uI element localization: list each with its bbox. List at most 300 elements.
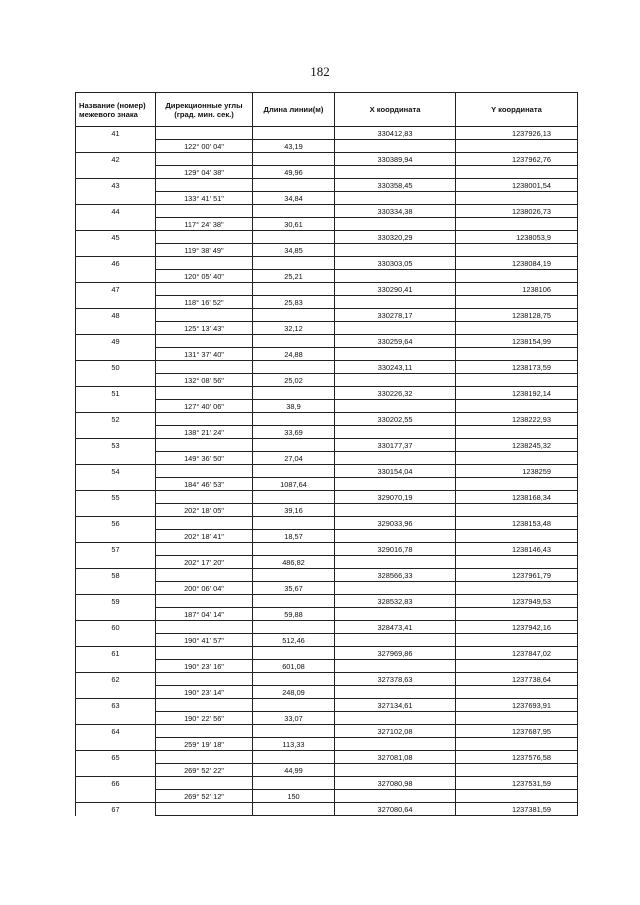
direction-angle: 132° 08' 56"	[156, 374, 253, 387]
boundary-mark-name: 42	[76, 153, 156, 166]
empty-cell	[456, 452, 578, 465]
empty-cell	[456, 504, 578, 517]
empty-cell	[156, 725, 253, 738]
x-coordinate: 330334,38	[335, 205, 456, 218]
line-length: 25,02	[253, 374, 335, 387]
empty-cell	[335, 582, 456, 595]
table-row-point	[76, 595, 578, 608]
empty-cell	[456, 244, 578, 257]
y-coordinate: 1238154,99	[456, 335, 578, 348]
x-coordinate: 330358,45	[335, 179, 456, 192]
empty-cell	[456, 790, 578, 803]
table-row-segment	[76, 608, 578, 621]
empty-cell	[76, 556, 156, 569]
empty-cell	[156, 543, 253, 556]
empty-cell	[335, 764, 456, 777]
line-length: 33,69	[253, 426, 335, 439]
x-coordinate: 329016,78	[335, 543, 456, 556]
y-coordinate: 1237942,16	[456, 621, 578, 634]
y-coordinate: 1238084,19	[456, 257, 578, 270]
y-coordinate: 1238173,59	[456, 361, 578, 374]
y-coordinate: 1238192,14	[456, 387, 578, 400]
boundary-mark-name: 54	[76, 465, 156, 478]
table-row-point	[76, 283, 578, 296]
line-length: 150	[253, 790, 335, 803]
table-row-segment	[76, 738, 578, 751]
x-coordinate: 328473,41	[335, 621, 456, 634]
x-coordinate: 330389,94	[335, 153, 456, 166]
table-row-point	[76, 231, 578, 244]
x-coordinate: 330154,04	[335, 465, 456, 478]
x-coordinate: 327081,08	[335, 751, 456, 764]
empty-cell	[156, 283, 253, 296]
empty-cell	[253, 465, 335, 478]
boundary-mark-name: 45	[76, 231, 156, 244]
direction-angle: 127° 40' 06"	[156, 400, 253, 413]
empty-cell	[456, 764, 578, 777]
empty-cell	[76, 764, 156, 777]
empty-cell	[335, 738, 456, 751]
boundary-coordinates-table	[75, 92, 578, 816]
direction-angle: 120° 05' 40"	[156, 270, 253, 283]
empty-cell	[76, 426, 156, 439]
line-length: 486,82	[253, 556, 335, 569]
empty-cell	[253, 595, 335, 608]
empty-cell	[253, 309, 335, 322]
empty-cell	[156, 569, 253, 582]
line-length: 25,21	[253, 270, 335, 283]
empty-cell	[76, 192, 156, 205]
empty-cell	[76, 166, 156, 179]
table-row-point	[76, 803, 578, 816]
empty-cell	[335, 660, 456, 673]
empty-cell	[253, 153, 335, 166]
empty-cell	[156, 335, 253, 348]
boundary-mark-name: 43	[76, 179, 156, 192]
boundary-mark-name: 52	[76, 413, 156, 426]
empty-cell	[156, 803, 253, 816]
table-row-segment	[76, 556, 578, 569]
table-row-point	[76, 335, 578, 348]
x-coordinate: 327080,98	[335, 777, 456, 790]
direction-angle: 269° 52' 12"	[156, 790, 253, 803]
empty-cell	[76, 400, 156, 413]
table-row-point	[76, 309, 578, 322]
y-coordinate: 1238222,93	[456, 413, 578, 426]
empty-cell	[456, 140, 578, 153]
boundary-mark-name: 64	[76, 725, 156, 738]
header-direction-angles: Дирекционные углы (град. мин. сек.)	[156, 93, 253, 127]
y-coordinate: 1237381,59	[456, 803, 578, 816]
y-coordinate: 1237961,79	[456, 569, 578, 582]
boundary-mark-name: 58	[76, 569, 156, 582]
table-row-point	[76, 647, 578, 660]
empty-cell	[456, 322, 578, 335]
empty-cell	[456, 608, 578, 621]
empty-cell	[156, 517, 253, 530]
direction-angle: 200° 06' 04"	[156, 582, 253, 595]
empty-cell	[76, 374, 156, 387]
x-coordinate: 327134,61	[335, 699, 456, 712]
table-row-segment	[76, 790, 578, 803]
direction-angle: 131° 37' 40"	[156, 348, 253, 361]
direction-angle: 122° 00' 04"	[156, 140, 253, 153]
empty-cell	[253, 673, 335, 686]
boundary-mark-name: 51	[76, 387, 156, 400]
table-row-segment	[76, 218, 578, 231]
empty-cell	[456, 530, 578, 543]
empty-cell	[335, 556, 456, 569]
empty-cell	[76, 504, 156, 517]
table-row-point	[76, 621, 578, 634]
empty-cell	[335, 192, 456, 205]
y-coordinate: 1238245,32	[456, 439, 578, 452]
empty-cell	[335, 244, 456, 257]
line-length: 59,88	[253, 608, 335, 621]
empty-cell	[456, 218, 578, 231]
x-coordinate: 330278,17	[335, 309, 456, 322]
table-row-segment	[76, 478, 578, 491]
line-length: 35,67	[253, 582, 335, 595]
empty-cell	[253, 569, 335, 582]
empty-cell	[456, 712, 578, 725]
empty-cell	[156, 595, 253, 608]
boundary-mark-name: 49	[76, 335, 156, 348]
table-row-segment	[76, 270, 578, 283]
empty-cell	[456, 634, 578, 647]
empty-cell	[76, 790, 156, 803]
table-row-segment	[76, 296, 578, 309]
empty-cell	[156, 205, 253, 218]
direction-angle: 117° 24' 38"	[156, 218, 253, 231]
line-length: 34,85	[253, 244, 335, 257]
empty-cell	[456, 296, 578, 309]
direction-angle: 190° 23' 14"	[156, 686, 253, 699]
line-length: 32,12	[253, 322, 335, 335]
direction-angle: 125° 13' 43"	[156, 322, 253, 335]
line-length: 38,9	[253, 400, 335, 413]
table-row-segment	[76, 686, 578, 699]
x-coordinate: 327969,86	[335, 647, 456, 660]
empty-cell	[335, 478, 456, 491]
table-row-point	[76, 127, 578, 140]
empty-cell	[335, 296, 456, 309]
empty-cell	[76, 530, 156, 543]
x-coordinate: 330243,11	[335, 361, 456, 374]
boundary-mark-name: 67	[76, 803, 156, 816]
boundary-mark-name: 46	[76, 257, 156, 270]
empty-cell	[456, 686, 578, 699]
table-row-point	[76, 751, 578, 764]
table-row-point	[76, 153, 578, 166]
table-row-segment	[76, 582, 578, 595]
line-length: 33,07	[253, 712, 335, 725]
empty-cell	[335, 348, 456, 361]
empty-cell	[335, 634, 456, 647]
table-row-point	[76, 777, 578, 790]
boundary-mark-name: 41	[76, 127, 156, 140]
line-length: 39,16	[253, 504, 335, 517]
empty-cell	[156, 439, 253, 452]
line-length: 44,99	[253, 764, 335, 777]
line-length: 601,08	[253, 660, 335, 673]
empty-cell	[253, 777, 335, 790]
empty-cell	[253, 751, 335, 764]
boundary-mark-name: 44	[76, 205, 156, 218]
x-coordinate: 330226,32	[335, 387, 456, 400]
direction-angle: 269° 52' 22"	[156, 764, 253, 777]
x-coordinate: 330259,64	[335, 335, 456, 348]
empty-cell	[76, 608, 156, 621]
empty-cell	[253, 179, 335, 192]
empty-cell	[335, 270, 456, 283]
empty-cell	[253, 439, 335, 452]
empty-cell	[76, 140, 156, 153]
y-coordinate: 1237738,64	[456, 673, 578, 686]
empty-cell	[156, 699, 253, 712]
table-row-segment	[76, 660, 578, 673]
empty-cell	[335, 426, 456, 439]
empty-cell	[156, 361, 253, 374]
empty-cell	[156, 127, 253, 140]
boundary-mark-name: 60	[76, 621, 156, 634]
line-length: 25,83	[253, 296, 335, 309]
table-row-point	[76, 517, 578, 530]
direction-angle: 259° 19' 18"	[156, 738, 253, 751]
line-length: 43,19	[253, 140, 335, 153]
table-row-point	[76, 257, 578, 270]
table-row-segment	[76, 504, 578, 517]
table-row-segment	[76, 764, 578, 777]
table-row-segment	[76, 166, 578, 179]
direction-angle: 184° 46' 53"	[156, 478, 253, 491]
x-coordinate: 328532,83	[335, 595, 456, 608]
y-coordinate: 1237949,53	[456, 595, 578, 608]
header-boundary-mark-name: Название (номер) межевого знака	[76, 93, 156, 127]
table-body	[76, 127, 578, 816]
table-row-segment	[76, 530, 578, 543]
empty-cell	[156, 413, 253, 426]
empty-cell	[456, 374, 578, 387]
empty-cell	[335, 452, 456, 465]
y-coordinate: 1237531,59	[456, 777, 578, 790]
table-row-point	[76, 673, 578, 686]
table-row-segment	[76, 634, 578, 647]
empty-cell	[156, 179, 253, 192]
boundary-mark-name: 55	[76, 491, 156, 504]
empty-cell	[156, 309, 253, 322]
y-coordinate: 1238259	[456, 465, 578, 478]
y-coordinate: 1237576,58	[456, 751, 578, 764]
table-row-segment	[76, 400, 578, 413]
empty-cell	[253, 803, 335, 816]
y-coordinate: 1238128,75	[456, 309, 578, 322]
empty-cell	[253, 361, 335, 374]
line-length: 24,88	[253, 348, 335, 361]
line-length: 49,96	[253, 166, 335, 179]
empty-cell	[76, 686, 156, 699]
empty-cell	[76, 296, 156, 309]
empty-cell	[76, 218, 156, 231]
empty-cell	[76, 322, 156, 335]
empty-cell	[76, 244, 156, 257]
empty-cell	[253, 725, 335, 738]
empty-cell	[76, 582, 156, 595]
direction-angle: 149° 36' 50"	[156, 452, 253, 465]
line-length: 1087,64	[253, 478, 335, 491]
boundary-mark-name: 56	[76, 517, 156, 530]
boundary-mark-name: 63	[76, 699, 156, 712]
line-length: 113,33	[253, 738, 335, 751]
empty-cell	[335, 712, 456, 725]
table-row-point	[76, 205, 578, 218]
table-header-row	[76, 93, 578, 127]
y-coordinate: 1237687,95	[456, 725, 578, 738]
direction-angle: 202° 18' 05"	[156, 504, 253, 517]
y-coordinate: 1238001,54	[456, 179, 578, 192]
empty-cell	[456, 426, 578, 439]
line-length: 248,09	[253, 686, 335, 699]
x-coordinate: 330320,29	[335, 231, 456, 244]
empty-cell	[253, 491, 335, 504]
header-y-coordinate: Y координата	[456, 93, 578, 127]
empty-cell	[253, 387, 335, 400]
table-row-segment	[76, 140, 578, 153]
table-row-point	[76, 699, 578, 712]
empty-cell	[76, 738, 156, 751]
direction-angle: 129° 04' 38"	[156, 166, 253, 179]
direction-angle: 202° 17' 20"	[156, 556, 253, 569]
y-coordinate: 1238146,43	[456, 543, 578, 556]
empty-cell	[335, 790, 456, 803]
y-coordinate: 1238026,73	[456, 205, 578, 218]
table-row-segment	[76, 192, 578, 205]
empty-cell	[156, 257, 253, 270]
empty-cell	[156, 673, 253, 686]
direction-angle: 190° 23' 16"	[156, 660, 253, 673]
x-coordinate: 327102,08	[335, 725, 456, 738]
empty-cell	[456, 400, 578, 413]
empty-cell	[76, 348, 156, 361]
empty-cell	[456, 348, 578, 361]
y-coordinate: 1237847,02	[456, 647, 578, 660]
empty-cell	[156, 231, 253, 244]
empty-cell	[335, 530, 456, 543]
y-coordinate: 1237926,13	[456, 127, 578, 140]
empty-cell	[456, 556, 578, 569]
direction-angle: 133° 41' 51"	[156, 192, 253, 205]
table-row-point	[76, 491, 578, 504]
boundary-mark-name: 66	[76, 777, 156, 790]
empty-cell	[156, 777, 253, 790]
table-row-point	[76, 465, 578, 478]
direction-angle: 202° 18' 41"	[156, 530, 253, 543]
empty-cell	[335, 400, 456, 413]
y-coordinate: 1237962,76	[456, 153, 578, 166]
empty-cell	[335, 166, 456, 179]
empty-cell	[456, 738, 578, 751]
x-coordinate: 327080,64	[335, 803, 456, 816]
table-row-segment	[76, 426, 578, 439]
line-length: 18,57	[253, 530, 335, 543]
y-coordinate: 1238053,9	[456, 231, 578, 244]
x-coordinate: 330412,83	[335, 127, 456, 140]
empty-cell	[76, 452, 156, 465]
line-length: 34,84	[253, 192, 335, 205]
table-row-point	[76, 543, 578, 556]
empty-cell	[335, 322, 456, 335]
empty-cell	[335, 218, 456, 231]
y-coordinate: 1237693,91	[456, 699, 578, 712]
line-length: 512,46	[253, 634, 335, 647]
table-row-point	[76, 179, 578, 192]
boundary-mark-name: 65	[76, 751, 156, 764]
x-coordinate: 329070,19	[335, 491, 456, 504]
table-row-point	[76, 387, 578, 400]
empty-cell	[76, 634, 156, 647]
table-row-segment	[76, 712, 578, 725]
empty-cell	[253, 413, 335, 426]
direction-angle: 190° 22' 56"	[156, 712, 253, 725]
empty-cell	[456, 660, 578, 673]
table-row-point	[76, 361, 578, 374]
y-coordinate: 1238168,34	[456, 491, 578, 504]
boundary-mark-name: 48	[76, 309, 156, 322]
table-row-point	[76, 569, 578, 582]
table-row-point	[76, 439, 578, 452]
header-line-length: Длина линии(м)	[253, 93, 335, 127]
empty-cell	[156, 621, 253, 634]
empty-cell	[456, 478, 578, 491]
empty-cell	[456, 582, 578, 595]
empty-cell	[253, 127, 335, 140]
boundary-mark-name: 50	[76, 361, 156, 374]
empty-cell	[335, 374, 456, 387]
empty-cell	[156, 751, 253, 764]
table-row-point	[76, 413, 578, 426]
empty-cell	[76, 478, 156, 491]
empty-cell	[156, 647, 253, 660]
x-coordinate: 329033,96	[335, 517, 456, 530]
empty-cell	[335, 504, 456, 517]
empty-cell	[456, 270, 578, 283]
empty-cell	[335, 608, 456, 621]
direction-angle: 118° 16' 52"	[156, 296, 253, 309]
empty-cell	[456, 192, 578, 205]
table-row-segment	[76, 348, 578, 361]
y-coordinate: 1238153,48	[456, 517, 578, 530]
table-row-segment	[76, 374, 578, 387]
direction-angle: 190° 41' 57"	[156, 634, 253, 647]
y-coordinate: 1238106	[456, 283, 578, 296]
line-length: 30,61	[253, 218, 335, 231]
table-row-segment	[76, 244, 578, 257]
empty-cell	[253, 231, 335, 244]
x-coordinate: 330177,37	[335, 439, 456, 452]
x-coordinate: 330303,05	[335, 257, 456, 270]
x-coordinate: 328566,33	[335, 569, 456, 582]
empty-cell	[253, 543, 335, 556]
empty-cell	[253, 621, 335, 634]
boundary-mark-name: 59	[76, 595, 156, 608]
direction-angle: 119° 38' 49"	[156, 244, 253, 257]
boundary-mark-name: 57	[76, 543, 156, 556]
boundary-mark-name: 61	[76, 647, 156, 660]
boundary-mark-name: 47	[76, 283, 156, 296]
empty-cell	[156, 153, 253, 166]
empty-cell	[335, 686, 456, 699]
empty-cell	[253, 205, 335, 218]
